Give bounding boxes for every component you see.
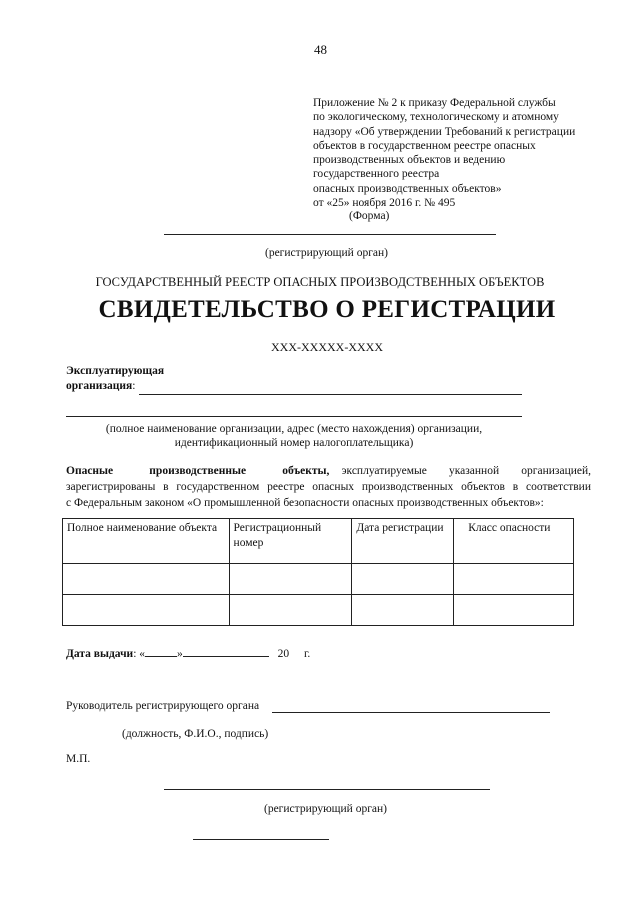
appendix-line: опасных производственных объектов» bbox=[313, 182, 502, 195]
table-row bbox=[63, 564, 574, 595]
appendix-line: производственных объектов и ведению bbox=[313, 154, 506, 167]
form-label: (Форма) bbox=[349, 210, 390, 222]
appendix-line: Приложение № 2 к приказу Федеральной службы bbox=[313, 97, 556, 109]
objects-line1-rest: эксплуатируемые указанной организацией, bbox=[341, 465, 592, 477]
table-cell[interactable] bbox=[352, 595, 454, 626]
issue-year-prefix: 20 bbox=[277, 648, 290, 660]
objects-lead: Опасные производственные объекты, bbox=[66, 465, 330, 477]
operator-name-field-2[interactable] bbox=[66, 416, 522, 417]
table-row bbox=[63, 595, 574, 626]
issue-date-colon: : bbox=[133, 648, 137, 660]
table-cell[interactable] bbox=[454, 595, 574, 626]
head-signature-field[interactable] bbox=[272, 712, 550, 713]
issue-date-open-quote: « bbox=[139, 648, 146, 660]
table-cell[interactable] bbox=[454, 564, 574, 595]
table-header-row bbox=[63, 519, 574, 564]
footer-short-line bbox=[193, 839, 329, 840]
head-signature-label: Руководитель регистрирующего органа bbox=[66, 700, 260, 712]
table-cell[interactable] bbox=[352, 564, 454, 595]
appendix-line: надзору «Об утверждении Требований к регистрации bbox=[313, 125, 576, 138]
issue-date-label: Дата выдачи bbox=[66, 648, 134, 660]
table-header-cell: Класс опасности bbox=[454, 519, 574, 564]
registry-title: ГОСУДАРСТВЕННЫЙ РЕЕСТР ОПАСНЫХ ПРОИЗВОДСТВЕННЫХ ОБЪЕКТОВ bbox=[95, 275, 545, 289]
issue-date-row bbox=[66, 645, 310, 660]
operator-caption-line1: (полное наименование организации, адрес (место нахождения) организации, bbox=[105, 423, 483, 435]
appendix-line: объектов в государственном реестре опасных bbox=[313, 139, 536, 152]
table-cell[interactable] bbox=[63, 564, 230, 595]
objects-paragraph-line1 bbox=[66, 463, 591, 479]
appendix-block bbox=[313, 96, 575, 210]
operator-label-colon: : bbox=[132, 380, 136, 392]
issue-day-field[interactable] bbox=[145, 645, 177, 657]
appendix-line: государственного реестра bbox=[313, 168, 440, 181]
operator-label-line2-wrap bbox=[66, 380, 135, 392]
head-signature-caption: (должность, Ф.И.О., подпись) bbox=[122, 728, 269, 740]
registering-body-line bbox=[164, 234, 496, 235]
issue-date-close-quote: » bbox=[177, 648, 183, 660]
appendix-line: от «25» ноября 2016 г. № 495 bbox=[313, 197, 456, 210]
footer-registering-body-caption: (регистрирующий орган) bbox=[264, 803, 388, 815]
appendix-line: по экологическому, технологическому и атомному bbox=[313, 111, 559, 124]
objects-paragraph-line2: зарегистрированы в государственном реестре опасных производственных объектов в соответствии bbox=[66, 481, 591, 493]
objects-paragraph bbox=[66, 463, 591, 511]
operator-label-line2: организация bbox=[66, 380, 133, 392]
issue-year-suffix: г. bbox=[304, 648, 311, 660]
table-cell[interactable] bbox=[63, 595, 230, 626]
operator-name-field[interactable] bbox=[139, 394, 522, 395]
operator-label-line1: Эксплуатирующая bbox=[66, 365, 165, 377]
issue-month-field[interactable] bbox=[183, 645, 269, 657]
table-header-cell: Регистрационный номер bbox=[229, 519, 352, 564]
page-number: 48 bbox=[314, 42, 327, 57]
table-cell[interactable] bbox=[229, 595, 352, 626]
objects-paragraph-line3: с Федеральным законом «О промышленной безопасности опасных производственных объектов»: bbox=[66, 497, 544, 509]
table-header-cell: Полное наименование объекта bbox=[63, 519, 230, 564]
objects-table bbox=[62, 518, 574, 626]
table-cell[interactable] bbox=[229, 564, 352, 595]
stamp-label: М.П. bbox=[66, 753, 91, 765]
certificate-title: СВИДЕТЕЛЬСТВО О РЕГИСТРАЦИИ bbox=[98, 296, 556, 323]
operator-caption-line2: идентификационный номер налогоплательщика) bbox=[174, 437, 414, 449]
registering-body-caption: (регистрирующий орган) bbox=[265, 247, 389, 259]
footer-registering-body-line[interactable] bbox=[164, 789, 490, 790]
certificate-number: XXX-XXXXX-XXXX bbox=[271, 340, 383, 354]
table-header-cell: Дата регистрации bbox=[352, 519, 454, 564]
